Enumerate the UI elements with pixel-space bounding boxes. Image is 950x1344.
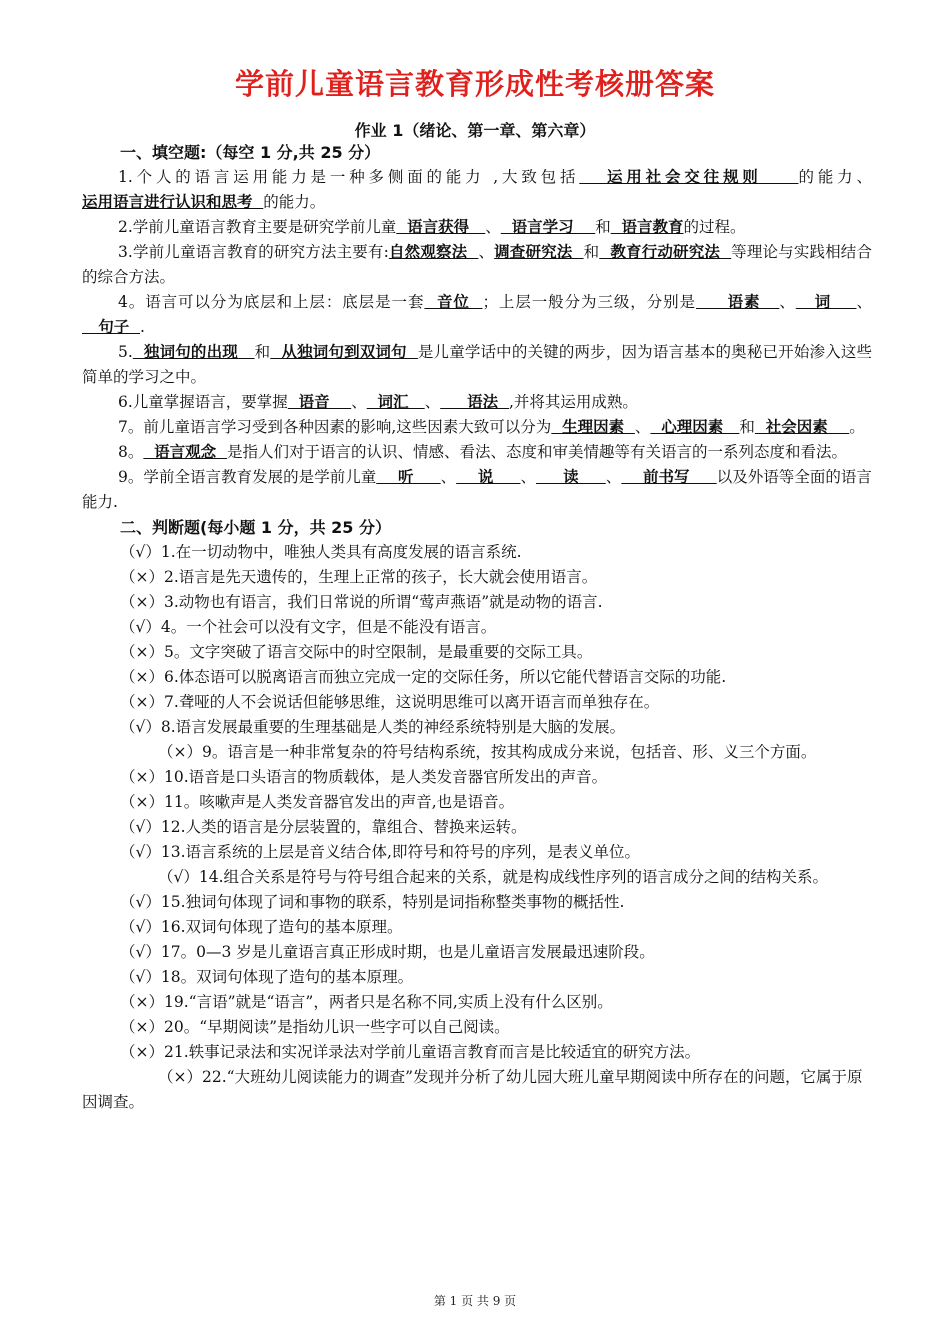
answer-mark: （×） xyxy=(158,743,202,761)
answer: 语言观念 xyxy=(143,443,227,461)
answer: 说 xyxy=(456,468,521,486)
answer: 独词句的出现 xyxy=(132,343,255,361)
tf-item: （×）11。咳嗽声是人类发音器官发出的声音,也是语音。 xyxy=(82,790,872,815)
answer-mark: （√） xyxy=(120,818,161,836)
question-6: 6.儿童掌握语言，要掌握 语音 、 词汇 、 语法 ,并将其运用成熟。 xyxy=(118,393,638,411)
tf-item: （×）20。“早期阅读”是指幼儿识一些字可以自己阅读。 xyxy=(82,1015,872,1040)
answer: 运用社会交往规则 xyxy=(579,168,799,186)
answer-mark: （×） xyxy=(120,1043,164,1061)
answer-mark: （√） xyxy=(120,893,161,911)
answer-mark: （×） xyxy=(120,568,164,586)
answer-mark: （√） xyxy=(120,618,161,636)
answer: 社会因素 xyxy=(754,418,850,436)
tf-item: （×）10.语音是口头语言的物质载体，是人类发音器官所发出的声音。 xyxy=(82,765,872,790)
tf-item: （√）1.在一切动物中，唯独人类具有高度发展的语言系统. xyxy=(82,540,872,565)
answer-mark: （×） xyxy=(120,668,164,686)
answer: 调查研究法 xyxy=(494,243,584,261)
answer-mark: （×） xyxy=(120,693,164,711)
answer: 语音 xyxy=(287,393,352,411)
tf-item: （√）14.组合关系是符号与符号组合起来的关系，就是构成线性序列的语言成分之间的结构关系。 xyxy=(82,865,872,890)
answer-mark: （√） xyxy=(120,718,161,736)
answer: 前书写 xyxy=(621,468,717,486)
tf-item: （√）17。0—3 岁是儿童语言真正形成时期，也是儿童语言发展最迅速阶段。 xyxy=(82,940,872,965)
document-body xyxy=(82,140,872,1115)
tf-item: （×）21.轶事记录法和实况详录法对学前儿童语言教育而言是比较适宜的研究方法。 xyxy=(82,1040,872,1065)
answer: 自然观察法 xyxy=(388,243,479,261)
tf-item: （√）8.语言发展最重要的生理基础是人类的神经系统特别是大脑的发展。 xyxy=(82,715,872,740)
answer: 生理因素 xyxy=(551,418,635,436)
answer-mark: （×） xyxy=(120,643,164,661)
answer-mark: （√） xyxy=(120,968,161,986)
answer-mark: （√） xyxy=(158,868,199,886)
page-title: 学前儿童语言教育形成性考核册答案 xyxy=(234,67,715,101)
tf-item: （√）16.双词句体现了造句的基本原理。 xyxy=(82,915,872,940)
answer: 语法 xyxy=(440,393,509,411)
answer: 听 xyxy=(376,468,441,486)
answer: 心理因素 xyxy=(650,418,740,436)
question-4: 4。语言可以分为底层和上层：底层是一套 音位 ；上层一般分为三级，分别是 语素 、 词 、 句子 . xyxy=(82,293,872,336)
answer: 教育行动研究法 xyxy=(599,243,732,261)
tf-item: （√）4。一个社会可以没有文字，但是不能没有语言。 xyxy=(82,615,872,640)
tf-item: （√）13.语言系统的上层是音义结合体,即符号和符号的序列，是表义单位。 xyxy=(82,840,872,865)
true-false-heading: 二、判断题(每小题 1 分，共 25 分） xyxy=(120,518,391,537)
question-3: 3.学前儿童语言教育的研究方法主要有:自然观察法 、调查研究法 和 教育行动研究法 等理论与实践相结合的综合方法。 xyxy=(82,243,872,286)
tf-item: （×）3.动物也有语言，我们日常说的所谓“莺声燕语”就是动物的语言. xyxy=(82,590,872,615)
tf-item: （×）7.聋哑的人不会说话但能够思维，这说明思维可以离开语言而单独存在。 xyxy=(82,690,872,715)
tf-item: （×）19.“言语”就是“语言”，两者只是名称不同,实质上没有什么区别。 xyxy=(82,990,872,1015)
answer: 词汇 xyxy=(366,393,425,411)
answer-mark: （√） xyxy=(120,543,161,561)
answer-mark: （×） xyxy=(120,768,164,786)
answer-mark: （√） xyxy=(120,943,161,961)
tf-item: （×）6.体态语可以脱离语言而独立完成一定的交际任务，所以它能代替语言交际的功能. xyxy=(82,665,872,690)
answer: 音位 xyxy=(424,293,483,311)
question-5: 5. 独词句的出现 和 从独词句到双词句 是儿童学话中的关键的两步，因为语言基本的奥秘已开始渗入这些简单的学习之中。 xyxy=(82,343,872,386)
page-footer: 第 1 页 共 9 页 xyxy=(433,1294,517,1308)
answer: 词 xyxy=(795,293,857,311)
question-9: 9。学前全语言教育发展的是学前儿童 听 、 说 、 读 、 前书写 以及外语等全面的语言能力. xyxy=(82,468,872,511)
tf-item: （×）5。文字突破了语言交际中的时空限制，是最重要的交际工具。 xyxy=(82,640,872,665)
answer: 句子 xyxy=(82,318,140,336)
answer: 语言获得 xyxy=(396,218,486,236)
question-1: 1.个人的语言运用能力是一种多侧面的能力 ,大致包括 运用社会交往规则 的能力、运用语言进行认识和思考 的能力。 xyxy=(82,168,872,211)
answer: 从独词句到双词句 xyxy=(270,343,418,361)
question-7: 7。前儿童语言学习受到各种因素的影响,这些因素大致可以分为 生理因素 、 心理因素 和 社会因素 。 xyxy=(118,418,865,436)
fill-in-heading: 一、填空题:（每空 1 分,共 25 分） xyxy=(120,143,381,162)
answer-mark: （√） xyxy=(120,843,161,861)
question-8: 8。 语言观念 是指人们对于语言的认识、情感、看法、态度和审美情趣等有关语言的一系列态度和看法。 xyxy=(118,443,847,461)
answer: 运用语言进行认识和思考 xyxy=(82,193,264,211)
tf-item: （×）2.语言是先天遗传的，生理上正常的孩子，长大就会使用语言。 xyxy=(82,565,872,590)
answer: 语言教育 xyxy=(610,218,684,236)
answer-mark: （×） xyxy=(120,793,164,811)
tf-item: （√）12.人类的语言是分层装置的，靠组合、替换来运转。 xyxy=(82,815,872,840)
answer-mark: （×） xyxy=(120,1018,164,1036)
answer: 语言学习 xyxy=(500,218,596,236)
tf-item: （√）18。双词句体现了造句的基本原理。 xyxy=(82,965,872,990)
page-subtitle: 作业 1（绪论、第一章、第六章） xyxy=(354,121,596,140)
answer-mark: （×） xyxy=(158,1068,202,1086)
question-2: 2.学前儿童语言教育主要是研究学前儿童 语言获得 、 语言学习 和 语言教育的过程。 xyxy=(118,218,746,236)
answer-mark: （√） xyxy=(120,918,161,936)
answer: 读 xyxy=(536,468,606,486)
tf-item: （√）15.独词句体现了词和事物的联系，特别是词指称整类事物的概括性. xyxy=(82,890,872,915)
answer: 语素 xyxy=(695,293,780,311)
answer-mark: （×） xyxy=(120,593,164,611)
answer-mark: （×） xyxy=(120,993,164,1011)
tf-item: （×）22.“大班幼儿阅读能力的调查”发现并分析了幼儿园大班儿童早期阅读中所存在的问题，它属于原因调查。 xyxy=(82,1065,872,1115)
tf-item: （×）9。语言是一种非常复杂的符号结构系统，按其构成成分来说，包括音、形、义三个方面。 xyxy=(82,740,872,765)
